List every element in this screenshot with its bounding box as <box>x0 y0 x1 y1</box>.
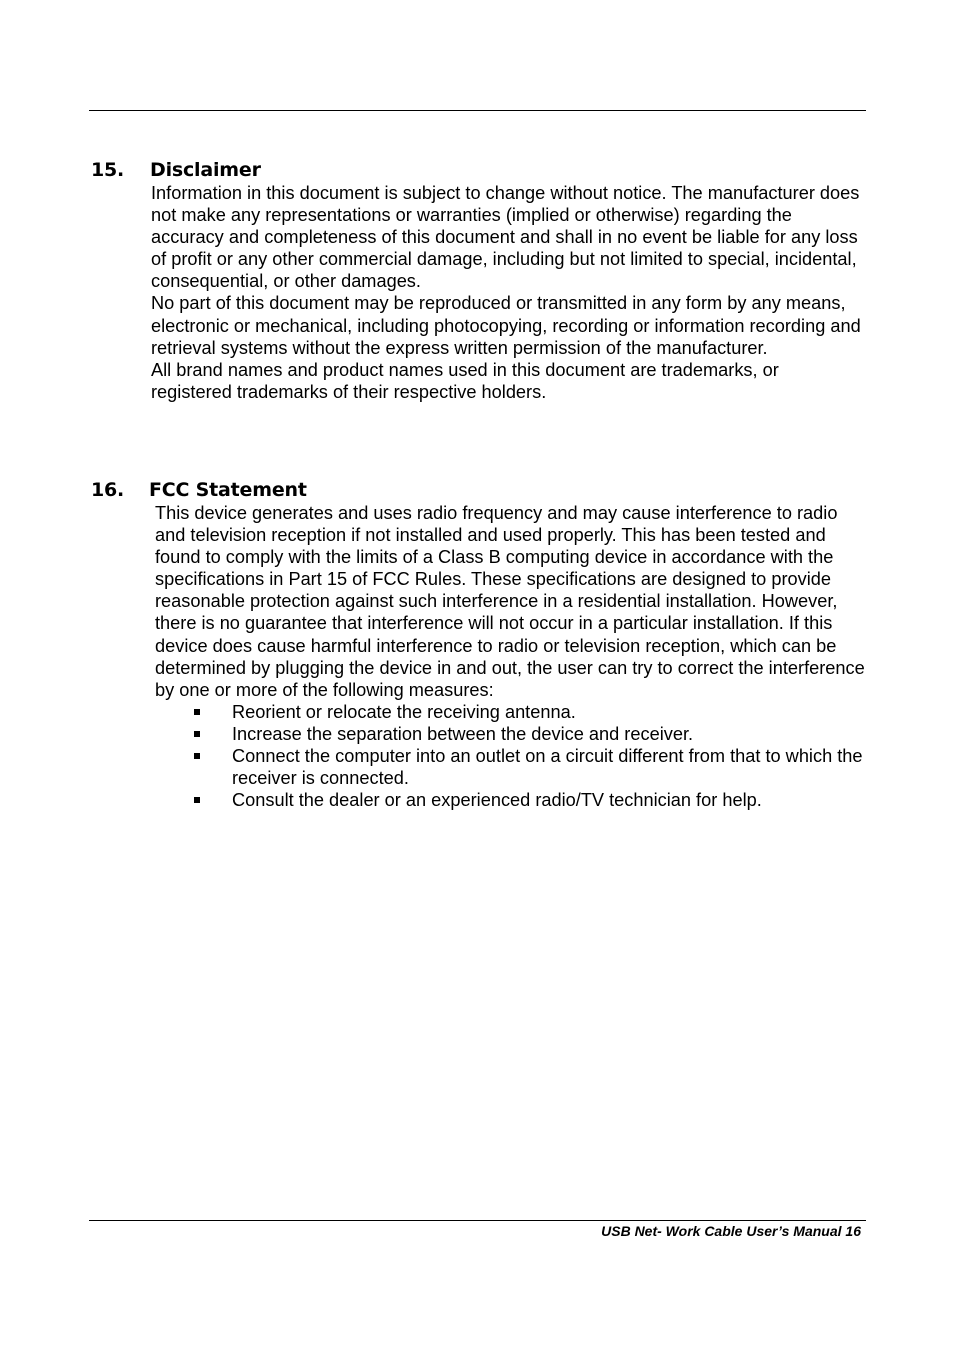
paragraph: No part of this document may be reproduced or transmitted in any form by any means, electronic or mechanical, including photocopying, recording or information recording and retrieval systems without the express written permission of the manufacturer. <box>151 293 861 358</box>
section-body <box>155 502 867 811</box>
page-footer: USB Net- Work Cable User’s Manual 16 <box>601 1223 861 1239</box>
bullet-icon <box>194 797 200 803</box>
paragraph: All brand names and product names used in this document are trademarks, or registered trademarks of their respective holders. <box>151 359 779 402</box>
list-item <box>155 745 867 789</box>
section-number: 15. <box>91 159 125 181</box>
list-item-text: Increase the separation between the device and receiver. <box>232 723 694 744</box>
section-heading <box>91 478 866 502</box>
section-heading <box>91 158 866 182</box>
bullet-icon <box>194 731 200 737</box>
section-title: Disclaimer <box>150 159 261 181</box>
paragraph: This device generates and uses radio frequency and may cause interference to radio and television reception if not installed and used properly. This has been tested and found to comply with the limits of a Class B computing device in accordance with the specifications in Part 15 of FCC Rules. These specifications are designed to provide reasonable protection against such interference in a residential installation. However, there is no guarantee that interference will not occur in a particular installation. If this device does cause harmful interference to radio or television reception, which can be determined by plugging the device in and out, the user can try to correct the interference by one or more of the following measures: <box>155 503 865 700</box>
list-item-text: Consult the dealer or an experienced radio/TV technician for help. <box>232 790 762 811</box>
bullet-icon <box>194 709 200 715</box>
section-title: FCC Statement <box>149 479 307 501</box>
footer-rule <box>89 1220 866 1221</box>
list-item <box>155 701 867 723</box>
list-item-text: Reorient or relocate the receiving antenna. <box>232 701 576 722</box>
header-rule <box>89 110 866 111</box>
section-body <box>151 182 863 403</box>
measures-list <box>155 701 867 811</box>
list-item <box>155 723 867 745</box>
list-item <box>155 789 867 811</box>
section-fcc-statement <box>91 478 866 811</box>
section-number: 16. <box>91 479 125 501</box>
section-disclaimer <box>91 158 866 403</box>
paragraph: Information in this document is subject to change without notice. The manufacturer does not make any representations or warranties (implied or otherwise) regarding the accuracy and completeness of this document and shall in no event be liable for any loss of profit or any other commercial damage, including but not limited to special, incidental, consequential, or other damages. <box>151 183 860 292</box>
list-item-text: Connect the computer into an outlet on a circuit different from that to which the receiver is connected. <box>232 746 863 789</box>
bullet-icon <box>194 753 200 759</box>
